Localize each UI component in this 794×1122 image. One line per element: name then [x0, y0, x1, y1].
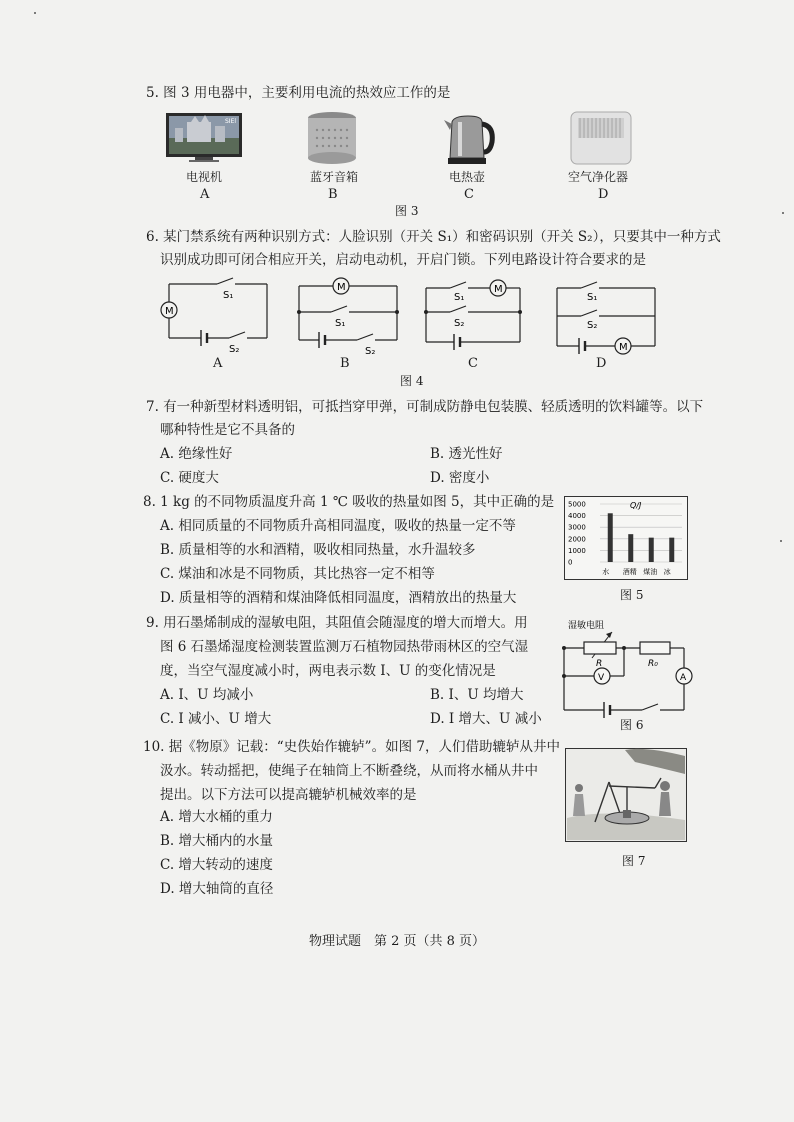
item-b-label: 蓝牙音箱	[310, 170, 359, 184]
q10-option-c: C. 增大转动的速度	[160, 857, 273, 873]
figure-3-caption: 图 3	[395, 204, 419, 218]
switch-s1-label: S₁	[587, 292, 598, 303]
q6-stem-line1: 6. 某门禁系统有两种识别方式：人脸识别（开关 S₁）和密码识别（开关 S₂），只要其中一种方式	[146, 229, 721, 245]
q7-stem-line1: 7. 有一种新型材料透明铝，可抵挡穿甲弹，可制成防静电包装膜、轻质透明的饮料罐等。以下	[146, 399, 704, 415]
q8-option-a: A. 相同质量的不同物质升高相同温度，吸收的热量一定不等	[160, 518, 516, 534]
chart-title: Q/J	[630, 501, 642, 510]
q10-option-b: B. 增大桶内的水量	[160, 833, 274, 849]
scan-speck	[34, 12, 36, 14]
motor-label: M	[494, 284, 503, 295]
motor-label: M	[619, 342, 628, 353]
q8-option-d: D. 质量相等的酒精和煤油降低相同温度，酒精放出的热量大	[160, 590, 517, 606]
q6-stem-line2: 识别成功即可闭合相应开关，启动电动机，开启门锁。下列电路设计符合要求的是	[160, 252, 646, 268]
scan-speck	[782, 212, 784, 214]
heat-bar-chart	[564, 496, 688, 580]
figure-5-caption: 图 5	[620, 588, 644, 602]
chart-bar-水	[608, 513, 613, 562]
chart-bar-煤油	[649, 538, 654, 562]
resistor-r0-label: R₀	[648, 659, 658, 669]
windlass-illustration	[565, 748, 687, 842]
voltmeter-label: V	[598, 673, 605, 683]
switch-s2-label: S₂	[454, 318, 465, 329]
item-c-label: 电热壶	[449, 170, 486, 184]
item-d-letter: D	[598, 187, 609, 202]
q5-stem: 5. 图 3 用电器中，主要利用电流的热效应工作的是	[146, 85, 451, 101]
circuit-b	[293, 276, 403, 360]
kettle-image	[442, 108, 496, 168]
q8-option-c: C. 煤油和冰是不同物质，其比热容一定不相等	[160, 566, 435, 582]
item-b-letter: B	[328, 187, 338, 202]
tv-screen-text: SIEl	[225, 118, 237, 125]
q9-stem-line2: 图 6 石墨烯湿度检测装置监测万石植物园热带雨林区的空气湿	[160, 639, 529, 655]
q9-option-b: B. I、U 均增大	[430, 687, 524, 703]
switch-s2-label: S₂	[587, 320, 598, 331]
switch-s1-label: S₁	[454, 292, 465, 303]
switch-s1-label: S₁	[223, 290, 234, 301]
circuit-c-letter: C	[468, 356, 478, 371]
q7-option-d: D. 密度小	[430, 470, 490, 486]
q10-option-d: D. 增大轴筒的直径	[160, 881, 274, 897]
chart-bar-冰	[669, 538, 674, 562]
air-purifier-image	[568, 108, 634, 168]
chart-xtick-label: 水	[602, 568, 610, 576]
chart-xtick-label: 酒精	[622, 568, 637, 576]
chart-ytick-label: 4000	[568, 512, 586, 521]
chart-ytick-label: 5000	[568, 500, 586, 509]
circuit-c	[420, 276, 530, 360]
q10-stem-line3: 提出。以下方法可以提高辘轳机械效率的是	[160, 787, 417, 803]
circuit-a	[155, 276, 275, 360]
ammeter-label: A	[680, 673, 687, 683]
motor-label: M	[165, 306, 174, 317]
switch-s2-label: S₂	[229, 344, 240, 355]
q7-option-a: A. 绝缘性好	[160, 446, 233, 462]
scan-speck	[780, 540, 782, 542]
circuit-a-letter: A	[213, 356, 223, 371]
figure-4-caption: 图 4	[400, 374, 424, 388]
humidity-circuit	[556, 614, 696, 718]
item-d-label: 空气净化器	[568, 170, 629, 184]
sensor-label: 湿敏电阻	[568, 621, 605, 631]
chart-ytick-label: 3000	[568, 523, 586, 532]
circuit-b-letter: B	[340, 356, 350, 371]
q10-option-a: A. 增大水桶的重力	[160, 809, 273, 825]
switch-s1-label: S₁	[335, 318, 346, 329]
q7-stem-line2: 哪种特性是它不具备的	[160, 422, 295, 438]
chart-ytick-label: 1000	[568, 546, 586, 555]
q10-stem-line1: 10. 据《物原》记载：“史佚始作辘轳”。如图 7，人们借助辘轳从井中	[143, 739, 560, 755]
q10-stem-line2: 汲水。转动摇把，使绳子在轴筒上不断叠绕，从而将水桶从井中	[160, 763, 538, 779]
switch-s2-label: S₂	[365, 346, 376, 357]
item-c-letter: C	[464, 187, 474, 202]
q9-stem-line3: 度，当空气湿度减小时，两电表示数 I、U 的变化情况是	[160, 663, 496, 679]
item-a-label: 电视机	[186, 170, 223, 184]
q9-stem-line1: 9. 用石墨烯制成的湿敏电阻，其阻值会随湿度的增大而增大。用	[146, 615, 528, 631]
q7-option-b: B. 透光性好	[430, 446, 503, 462]
page-footer: 物理试题 第 2 页（共 8 页）	[308, 934, 486, 949]
chart-ytick-label: 2000	[568, 535, 586, 544]
q9-option-d: D. I 增大、U 减小	[430, 711, 542, 727]
q9-option-c: C. I 减小、U 增大	[160, 711, 272, 727]
q8-stem: 8. 1 kg 的不同物质温度升高 1 ℃ 吸收的热量如图 5，其中正确的是	[143, 494, 555, 510]
chart-xtick-label: 煤油	[643, 568, 658, 576]
q9-option-a: A. I、U 均减小	[160, 687, 254, 703]
chart-xtick-label: 冰	[663, 568, 671, 576]
figure-6-caption: 图 6	[620, 718, 644, 732]
item-a-letter: A	[200, 187, 210, 202]
resistor-r-label: R	[596, 659, 603, 669]
motor-label: M	[337, 282, 346, 293]
circuit-d-letter: D	[596, 356, 607, 371]
circuit-d	[551, 276, 663, 360]
chart-ytick-label: 0	[568, 558, 573, 567]
tv-image	[165, 112, 243, 164]
speaker-image	[305, 110, 359, 166]
chart-bar-酒精	[628, 534, 633, 562]
q8-option-b: B. 质量相等的水和酒精，吸收相同热量，水升温较多	[160, 542, 476, 558]
figure-7-caption: 图 7	[622, 854, 646, 868]
q7-option-c: C. 硬度大	[160, 470, 219, 486]
